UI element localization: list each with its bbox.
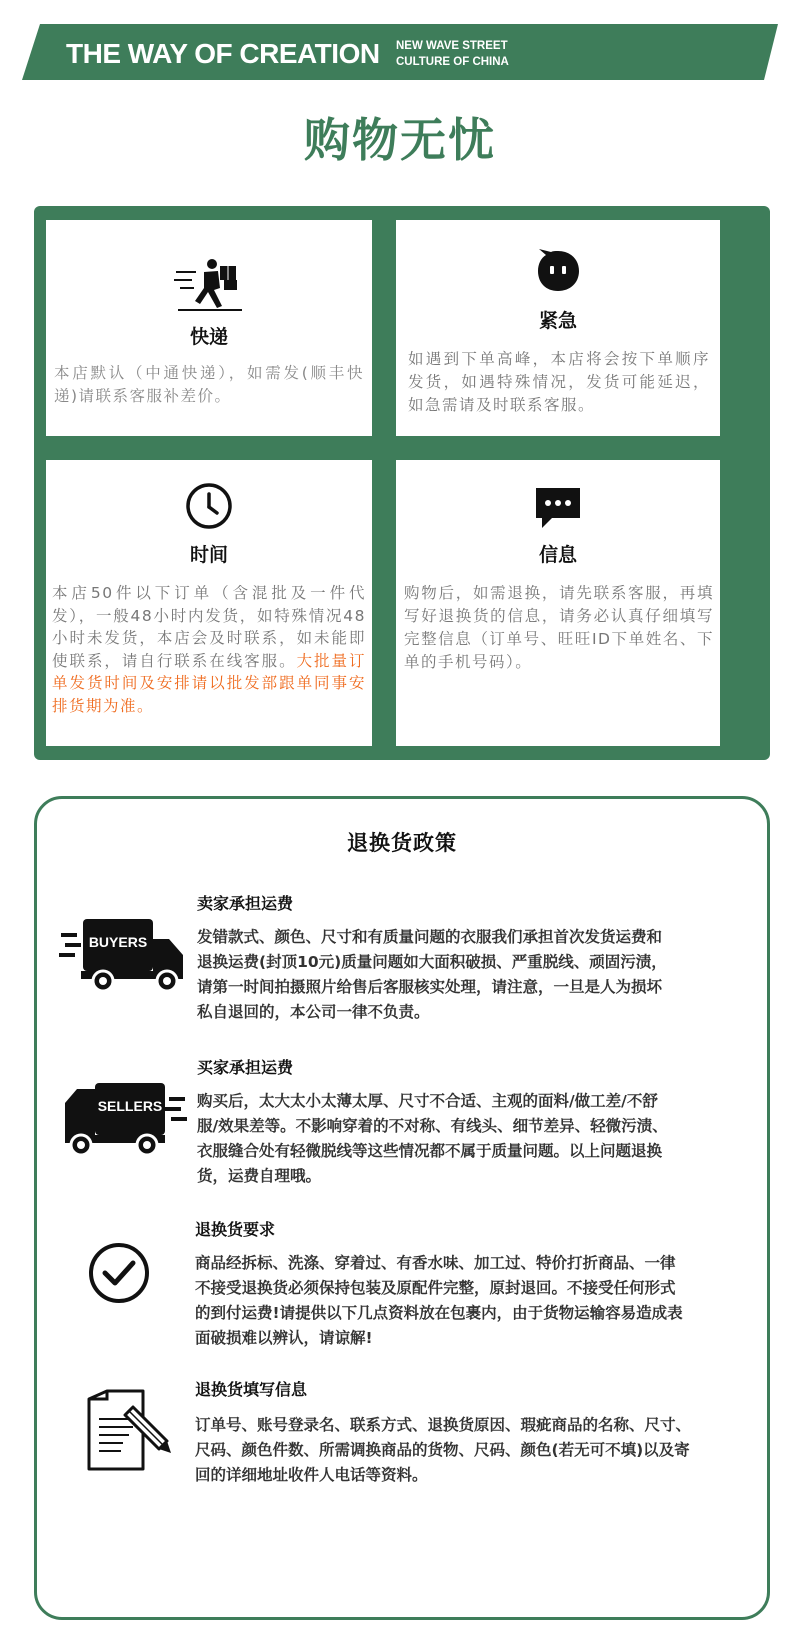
section-return-requirements-title: 退换货要求 xyxy=(195,1220,276,1239)
card-time-text xyxy=(52,582,366,717)
delivery-runner-icon xyxy=(46,258,372,312)
card-time xyxy=(46,460,372,746)
banner-title: THE WAY OF CREATION xyxy=(66,38,380,69)
card-info-text: 购物后，如需退换，请先联系客服，再填写好退换货的信息，请务必认真仔细填写完整信息（订单号、旺旺ID下单姓名、下单的手机号码）。 xyxy=(404,584,714,671)
text-line: 衣服缝合处有轻微脱线等这些情况都不属于质量问题。以上问题退换 xyxy=(197,1142,663,1160)
message-dots-icon xyxy=(396,486,720,530)
chat-bubble-icon xyxy=(396,248,720,294)
section-return-info-text xyxy=(195,1413,755,1488)
document-pen-icon xyxy=(85,1389,175,1477)
card-info xyxy=(396,460,720,746)
text-line: 退换运费(封顶10元)质量问题如大面积破损、严重脱线、顽固污渍， xyxy=(197,953,667,971)
truck-buyers-icon xyxy=(59,917,187,997)
text-line: 货，运费自理哦。 xyxy=(197,1167,322,1185)
card-express-text: 本店默认（中通快递），如需发(顺丰快递)请联系客服补差价。 xyxy=(54,364,364,405)
banner-subtitle-line1: NEW WAVE STREET xyxy=(396,40,508,52)
truck-sellers-icon xyxy=(61,1081,189,1161)
section-buyer-pays-title: 买家承担运费 xyxy=(197,1058,294,1077)
section-return-requirements-text xyxy=(195,1251,755,1351)
section-seller-pays-text xyxy=(197,925,757,1025)
card-time-highlight: 大批量订单发货时间及安排请以批发部跟单同事安排货期为准。 xyxy=(52,651,366,715)
check-circle-icon xyxy=(87,1241,151,1309)
text-line: 回的详细地址收件人电话等资料。 xyxy=(195,1466,428,1484)
text-line: 订单号、账号登录名、联系方式、退换货原因、瑕疵商品的名称、尺寸、 xyxy=(195,1416,692,1434)
truck-buyers-label: BUYERS xyxy=(88,934,148,950)
policy-title: 退换货政策 xyxy=(347,831,457,855)
banner-subtitle xyxy=(396,38,509,70)
text-line: 私自退回的，本公司一律不负责。 xyxy=(197,1003,430,1021)
section-seller-pays-title: 卖家承担运费 xyxy=(197,894,294,913)
card-express xyxy=(46,220,372,436)
text-line: 尺码、颜色件数、所需调换商品的货物、尺码、颜色(若无可不填)以及寄 xyxy=(195,1441,690,1459)
text-line: 请第一时间拍摄照片给售后客服核实处理，请注意，一旦是人为损坏 xyxy=(197,978,663,996)
card-urgent xyxy=(396,220,720,436)
text-line: 商品经拆标、洗涤、穿着过、有香水味、加工过、特价打折商品、一律 xyxy=(195,1254,676,1272)
section-buyer-pays-text xyxy=(197,1089,757,1189)
service-grid xyxy=(34,206,770,760)
text-line: 不接受退换货必须保持包装及原配件完整，原封退回。不接受任何形式 xyxy=(195,1279,676,1297)
truck-sellers-label: SELLERS xyxy=(97,1098,163,1114)
text-line: 服/效果差等。不影响穿着的不对称、有线头、细节差异、轻微污渍、 xyxy=(197,1117,668,1135)
card-urgent-text: 如遇到下单高峰，本店将会按下单顺序发货，如遇特殊情况，发货可能延迟，如急需请及时联系客服。 xyxy=(408,350,710,414)
section-return-info-title: 退换货填写信息 xyxy=(195,1380,308,1399)
card-time-title: 时间 xyxy=(189,544,228,566)
card-time-body: 本店50件以下订单（含混批及一件代发），一般48小时内发货，如特殊情况48小时未发货，本店会及时联系，如未能即使联系，请自行联系在线客服。 xyxy=(52,584,366,670)
page-title: 购物无忧 xyxy=(304,113,496,167)
text-line: 的到付运费!请提供以下几点资料放在包裹内，由于货物运输容易造成表 xyxy=(195,1304,683,1322)
card-info-title: 信息 xyxy=(538,544,577,566)
card-urgent-title: 紧急 xyxy=(538,310,577,332)
text-line: 面破损难以辨认，请谅解! xyxy=(195,1329,373,1347)
text-line: 购买后，太大太小太薄太厚、尺寸不合适、主观的面料/做工差/不舒 xyxy=(197,1092,658,1110)
banner-subtitle-line2: CULTURE OF CHINA xyxy=(396,56,509,68)
clock-icon xyxy=(46,482,372,530)
card-express-title: 快递 xyxy=(189,326,228,348)
return-policy-box xyxy=(34,796,770,1620)
text-line: 发错款式、颜色、尺寸和有质量问题的衣服我们承担首次发货运费和 xyxy=(197,928,663,946)
